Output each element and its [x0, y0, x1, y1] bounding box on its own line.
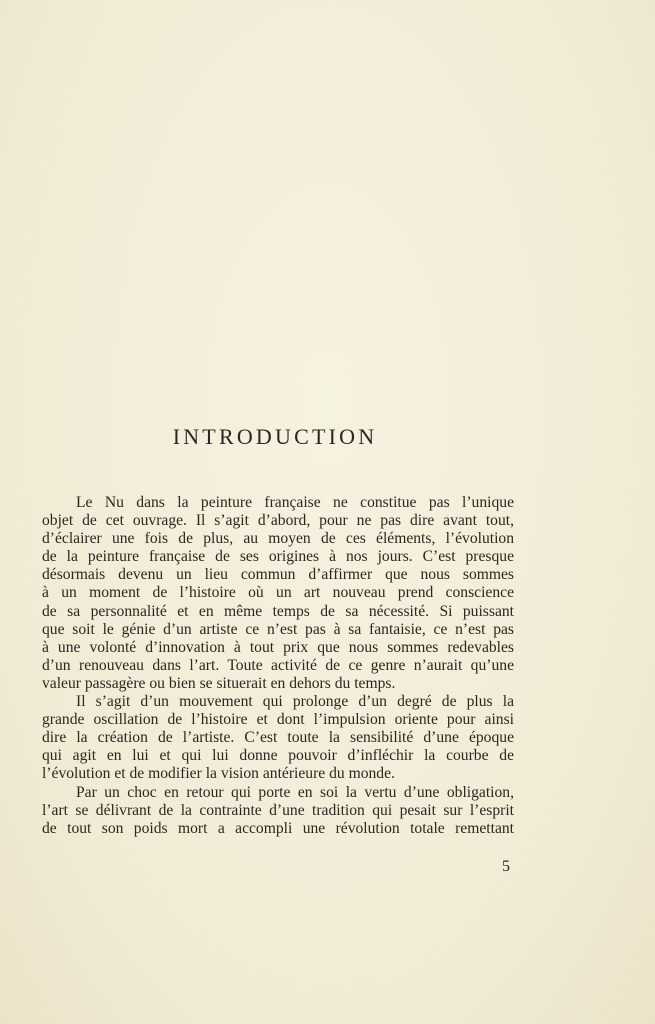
text-line: grande oscillation de l’histoire et dont l’impulsion oriente pour ainsi [42, 711, 514, 729]
text-line: l’évolution et de modifier la vision antérieure du monde. [42, 765, 395, 783]
paragraph [42, 693, 514, 783]
paragraph [42, 494, 514, 693]
text-line: que soit le génie d’un artiste ce n’est pas à sa fantaisie, ce n’est pas [42, 620, 514, 638]
text-line: qui agit en lui et qui lui donne pouvoir d’infléchir la courbe de [42, 747, 514, 765]
text-line: d’un renouveau dans l’art. Toute activité de ce genre n’aurait qu’une [42, 656, 514, 674]
text-line: l’art se délivrant de la contrainte d’une tradition qui pesait sur l’esprit [42, 801, 514, 819]
text-line: Il s’agit d’un mouvement qui prolonge d’un degré de plus la [76, 693, 514, 711]
body-text [42, 494, 514, 838]
chapter-title: INTRODUCTION [172, 424, 378, 449]
text-line: objet de cet ouvrage. Il s’agit d’abord, pour ne pas dire avant tout, [42, 512, 514, 530]
text-line: désormais devenu un lieu commun d’affirmer que nous sommes [42, 566, 514, 584]
text-line: dire la création de l’artiste. C’est toute la sensibilité d’une époque [42, 729, 514, 747]
text-line: de tout son poids mort a accompli une révolution totale remettant [42, 819, 514, 837]
text-line: Le Nu dans la peinture française ne constitue pas l’unique [76, 494, 514, 511]
text-line: de la peinture française de ses origines à nos jours. C’est presque [42, 548, 514, 566]
text-line: à une volonté d’innovation à tout prix que nous sommes redevables [42, 638, 514, 656]
text-line: d’éclairer une fois de plus, au moyen de ces éléments, l’évolution [42, 530, 514, 548]
page-number: 5 [502, 858, 510, 875]
paragraph [42, 784, 514, 838]
text-line: de sa personnalité et en même temps de sa nécessité. Si puissant [42, 602, 514, 620]
text-line: à un moment de l’histoire où un art nouveau prend conscience [42, 584, 514, 602]
text-line: Par un choc en retour qui porte en soi la vertu d’une obligation, [76, 783, 514, 801]
text-line: valeur passagère ou bien se situerait en dehors du temps. [42, 674, 396, 692]
